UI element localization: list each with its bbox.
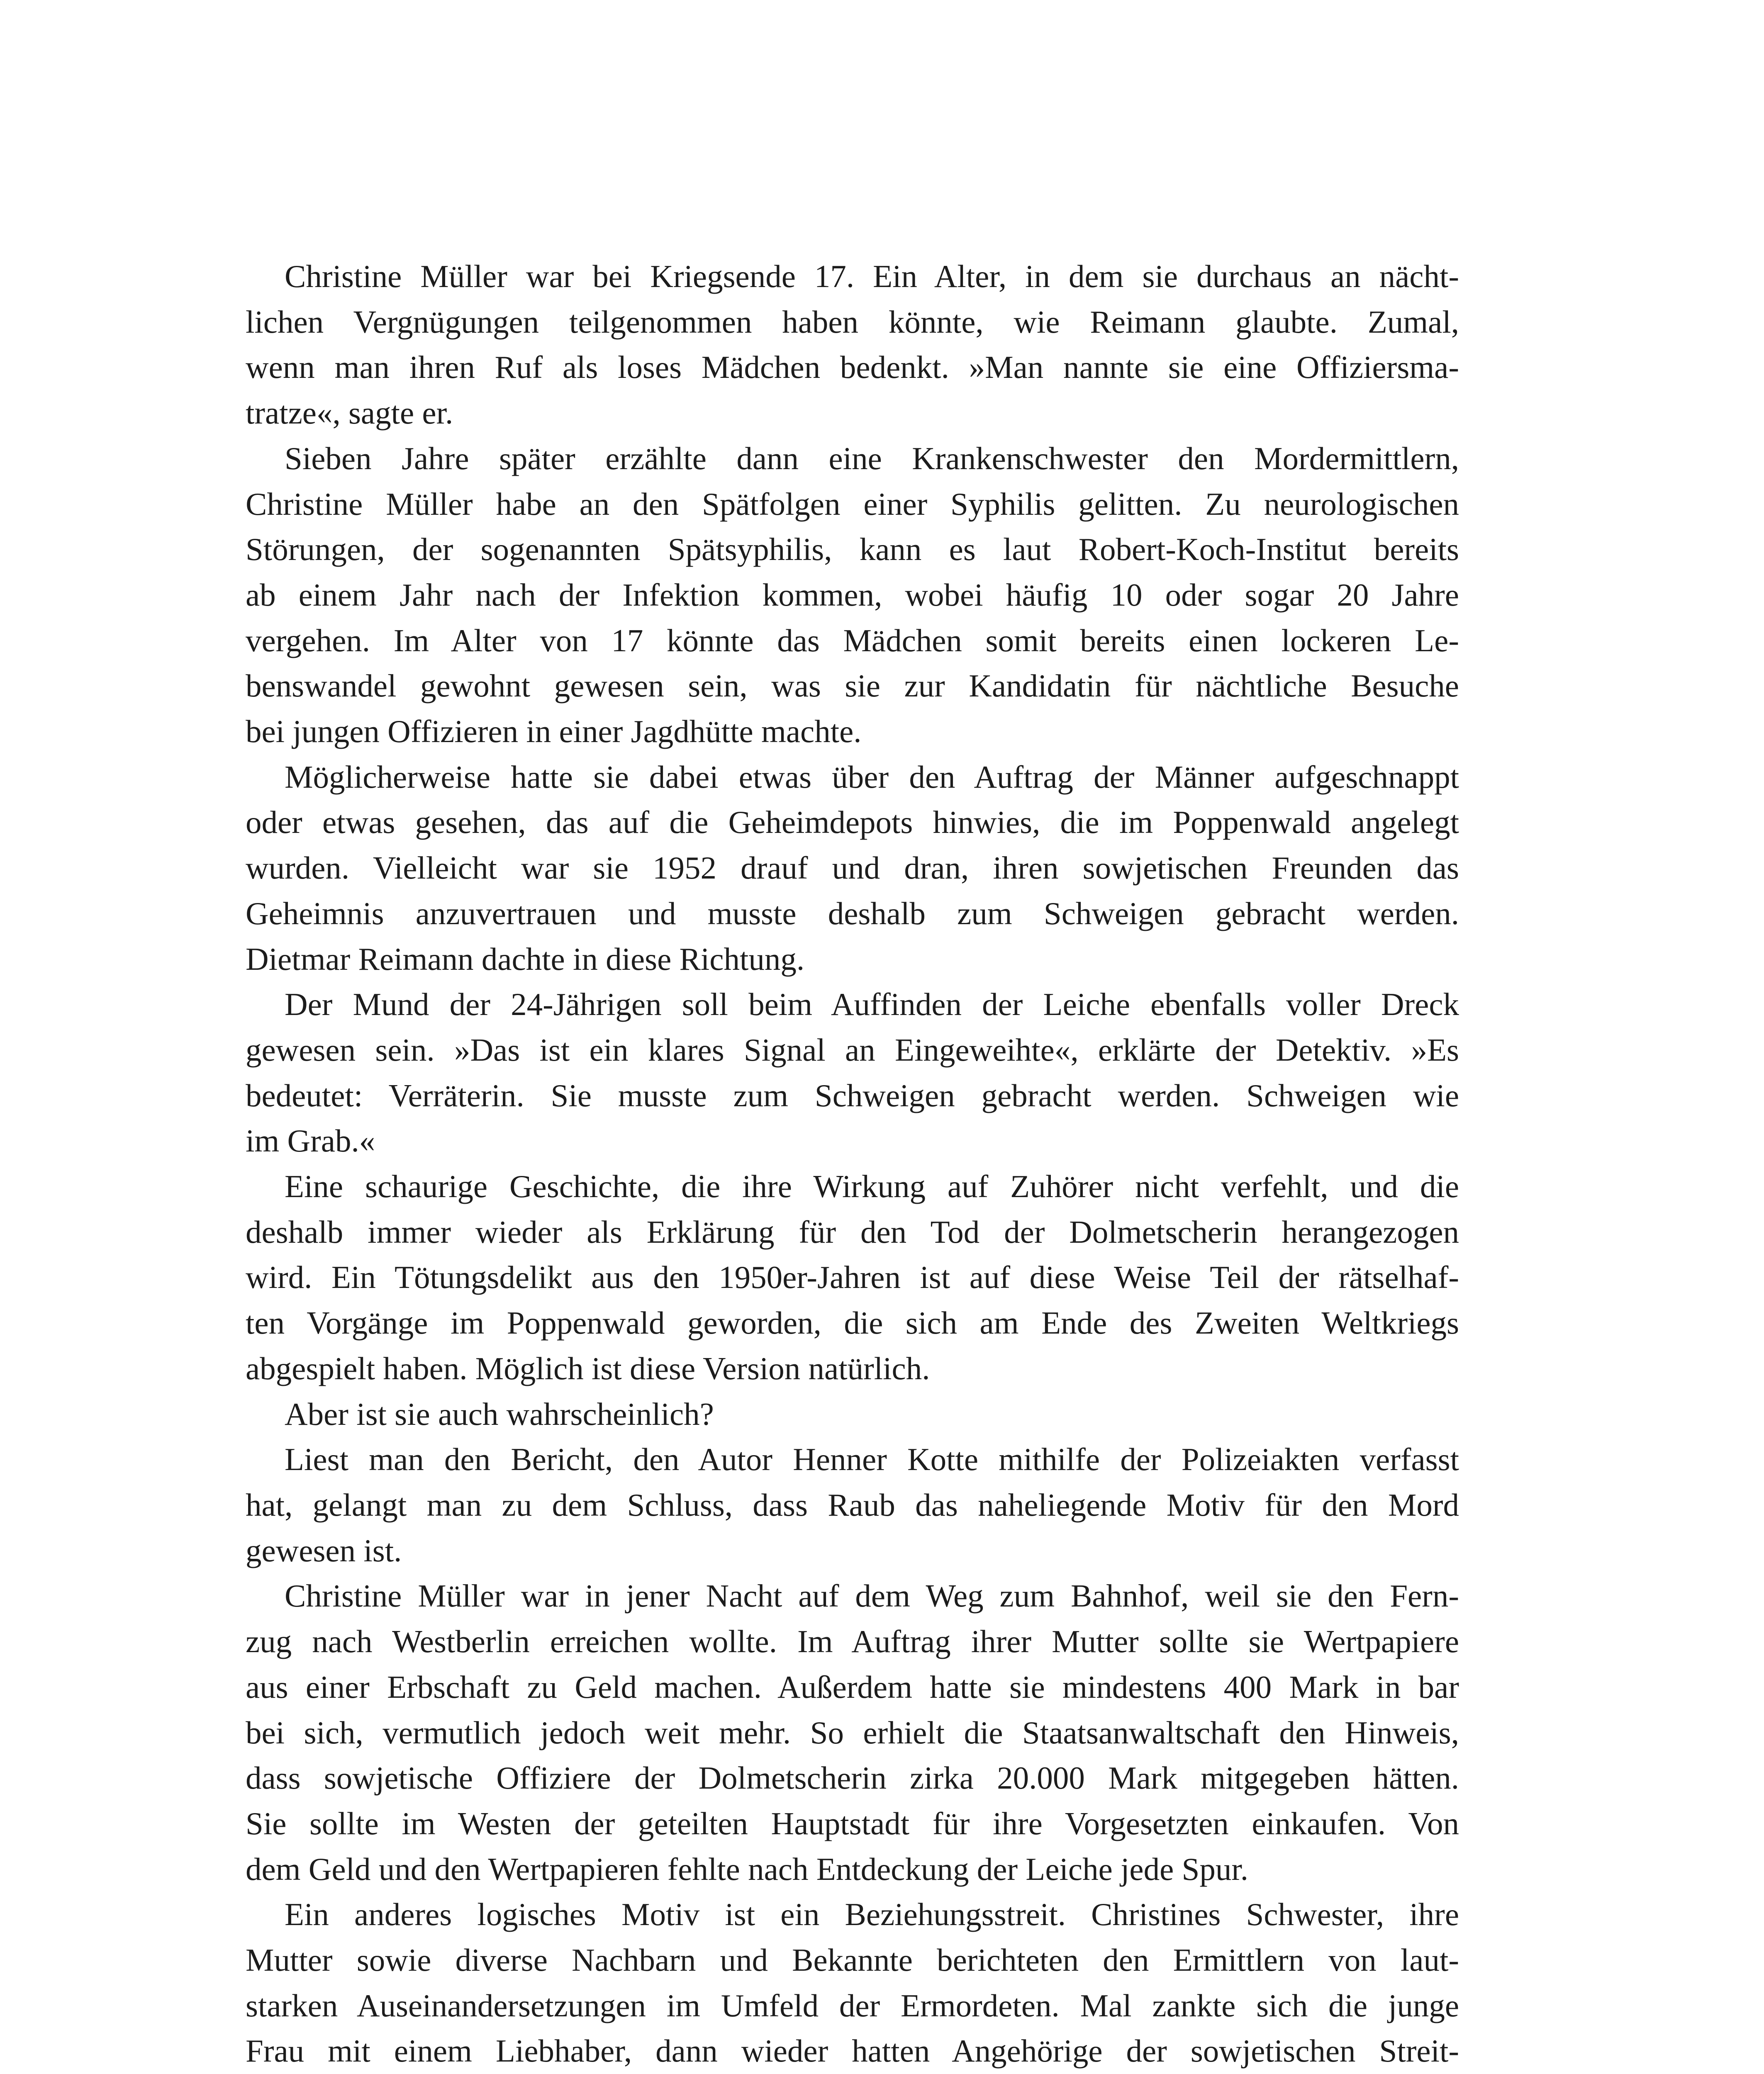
- text-line: tratze«, sagte er.: [246, 395, 453, 431]
- text-line: ten Vorgänge im Poppenwald geworden, die sich am Ende des Zweiten Weltkriegs: [246, 1305, 1459, 1341]
- text-line: Eine schaurige Geschichte, die ihre Wirkung auf Zuhörer nicht verfehlt, und die: [285, 1168, 1459, 1205]
- text-line: Der Mund der 24-Jährigen soll beim Auffinden der Leiche ebenfalls voller Dreck: [285, 986, 1459, 1022]
- text-line: Sie sollte im Westen der geteilten Hauptstadt für ihre Vorgesetzten einkaufen. Von: [246, 1805, 1459, 1841]
- text-line: wurden. Vielleicht war sie 1952 drauf und dran, ihren sowjetischen Freunden das: [246, 850, 1459, 886]
- paragraph: [246, 1573, 1459, 1892]
- text-line: im Grab.«: [246, 1123, 375, 1159]
- text-line: Mutter sowie diverse Nachbarn und Bekannte berichteten den Ermittlern von laut-: [246, 1942, 1459, 1978]
- text-line: Christine Müller war bei Kriegsende 17. Ein Alter, in dem sie durchaus an nächt-: [285, 258, 1459, 294]
- text-line: Dietmar Reimann dachte in diese Richtung.: [246, 941, 805, 977]
- text-line: gewesen ist.: [246, 1532, 402, 1568]
- text-line: dass sowjetische Offiziere der Dolmetscherin zirka 20.000 Mark mitgegeben hätten.: [246, 1760, 1459, 1796]
- text-line: Frau mit einem Liebhaber, dann wieder hatten Angehörige der sowjetischen Streit-: [246, 2033, 1459, 2069]
- text-line: wenn man ihren Ruf als loses Mädchen bedenkt. »Man nannte sie eine Offiziersma-: [246, 349, 1459, 385]
- text-line: bedeutet: Verräterin. Sie musste zum Schweigen gebracht werden. Schweigen wie: [246, 1077, 1459, 1113]
- text-line: Geheimnis anzuvertrauen und musste deshalb zum Schweigen gebracht werden.: [246, 895, 1459, 931]
- paragraph: [246, 1892, 1459, 2074]
- text-line: wird. Ein Tötungsdelikt aus den 1950er-Jahren ist auf diese Weise Teil der rätselhaf-: [246, 1259, 1459, 1295]
- text-line: benswandel gewohnt gewesen sein, was sie zur Kandidatin für nächtliche Besuche: [246, 668, 1459, 704]
- text-line: deshalb immer wieder als Erklärung für den Tod der Dolmetscherin herangezogen: [246, 1214, 1459, 1250]
- text-line: hat, gelangt man zu dem Schluss, dass Raub das naheliegende Motiv für den Mord: [246, 1487, 1459, 1523]
- text-line: aus einer Erbschaft zu Geld machen. Außerdem hatte sie mindestens 400 Mark in bar: [246, 1669, 1459, 1705]
- text-line: abgespielt haben. Möglich ist diese Version natürlich.: [246, 1350, 930, 1386]
- text-line: Möglicherweise hatte sie dabei etwas über den Auftrag der Männer aufgeschnappt: [285, 759, 1459, 795]
- paragraph: [246, 755, 1459, 982]
- text-line: lichen Vergnügungen teilgenommen haben könnte, wie Reimann glaubte. Zumal,: [246, 304, 1459, 340]
- text-line: starken Auseinandersetzungen im Umfeld der Ermordeten. Mal zankte sich die junge: [246, 1987, 1459, 2023]
- text-line: oder etwas gesehen, das auf die Geheimdepots hinwies, die im Poppenwald angelegt: [246, 804, 1459, 840]
- text-line: bei jungen Offizieren in einer Jagdhütte machte.: [246, 713, 862, 750]
- paragraph: [246, 1392, 1459, 1437]
- body-text: [246, 254, 1459, 2074]
- text-line: Ein anderes logisches Motiv ist ein Beziehungsstreit. Christines Schwester, ihre: [285, 1896, 1459, 1933]
- paragraph: [246, 436, 1459, 755]
- text-line: gewesen sein. »Das ist ein klares Signal an Eingeweihte«, erklärte der Detektiv. »Es: [246, 1032, 1459, 1068]
- text-line: Liest man den Bericht, den Autor Henner Kotte mithilfe der Polizeiakten verfasst: [285, 1441, 1459, 1478]
- text-line: Christine Müller war in jener Nacht auf dem Weg zum Bahnhof, weil sie den Fern-: [285, 1578, 1459, 1614]
- text-line: Störungen, der sogenannten Spätsyphilis, kann es laut Robert-Koch-Institut bereits: [246, 531, 1459, 567]
- paragraph: [246, 1437, 1459, 1573]
- paragraph: [246, 254, 1459, 436]
- paragraph: [246, 982, 1459, 1164]
- text-line: Christine Müller habe an den Spätfolgen einer Syphilis gelitten. Zu neurologischen: [246, 486, 1459, 522]
- text-line: Sieben Jahre später erzählte dann eine Krankenschwester den Mordermittlern,: [285, 440, 1459, 476]
- text-line: zug nach Westberlin erreichen wollte. Im Auftrag ihrer Mutter sollte sie Wertpapiere: [246, 1624, 1459, 1660]
- text-line: bei sich, vermutlich jedoch weit mehr. So erhielt die Staatsanwaltschaft den Hinweis,: [246, 1714, 1459, 1750]
- paragraph: [246, 1164, 1459, 1392]
- text-line: Aber ist sie auch wahrscheinlich?: [285, 1396, 714, 1432]
- text-line: ab einem Jahr nach der Infektion kommen, wobei häufig 10 oder sogar 20 Jahre: [246, 577, 1459, 613]
- text-line: vergehen. Im Alter von 17 könnte das Mädchen somit bereits einen lockeren Le-: [246, 622, 1459, 658]
- text-line: dem Geld und den Wertpapieren fehlte nach Entdeckung der Leiche jede Spur.: [246, 1851, 1248, 1887]
